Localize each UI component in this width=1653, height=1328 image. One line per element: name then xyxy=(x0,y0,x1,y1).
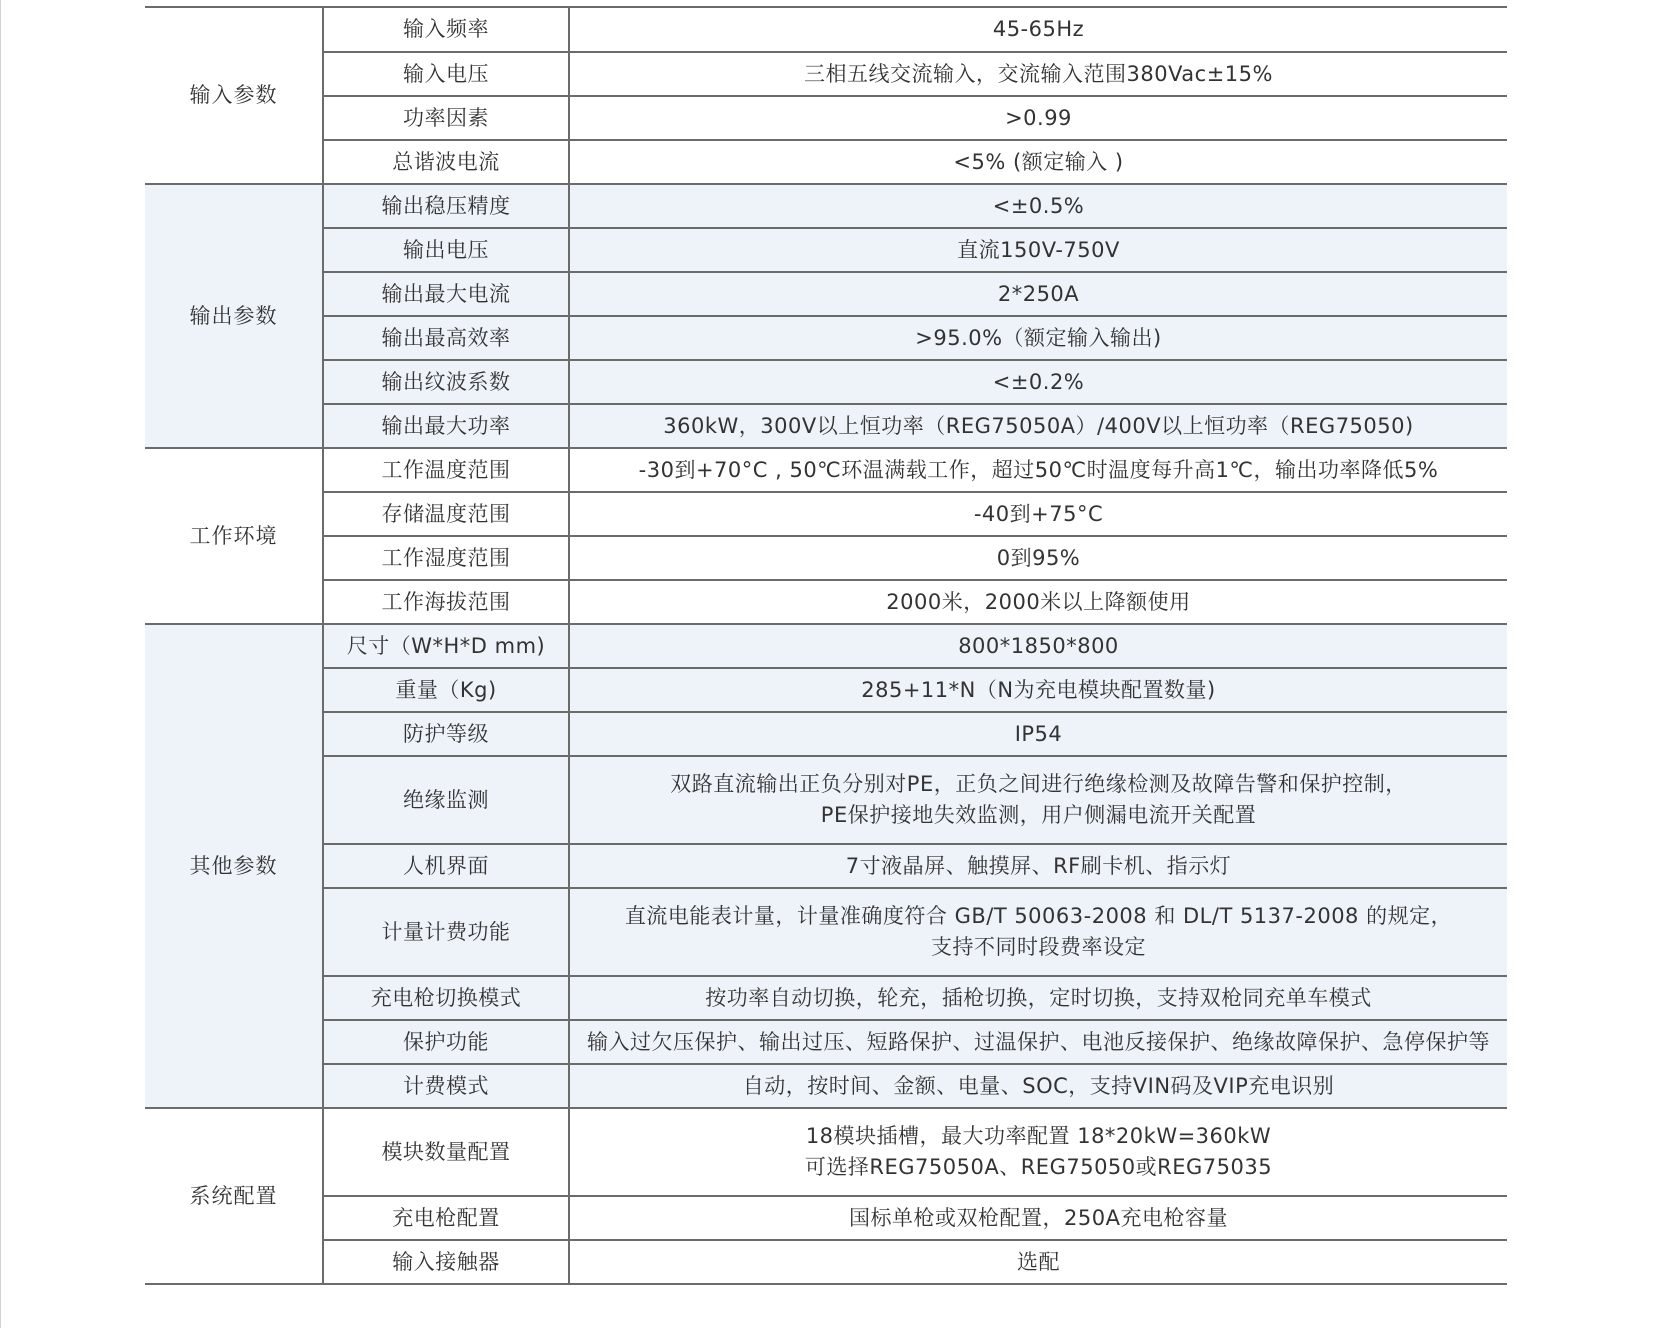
row-value: 7寸液晶屏、触摸屏、RF刷卡机、指示灯 xyxy=(569,844,1507,888)
row-value-line: 直流电能表计量，计量准确度符合 GB/T 50063-2008 和 DL/T 5137-2008 的规定， xyxy=(624,904,1453,928)
row-value: >0.99 xyxy=(569,96,1507,140)
row-value: 直流150V-750V xyxy=(569,228,1507,272)
row-value-line: 可选择REG75050A、REG75050或REG75035 xyxy=(804,1155,1273,1179)
table-row xyxy=(145,184,1507,228)
table-row xyxy=(145,668,1507,712)
table-row xyxy=(145,536,1507,580)
table-row xyxy=(145,1240,1507,1284)
row-value: 2000米，2000米以上降额使用 xyxy=(569,580,1507,624)
row-value: 360kW，300V以上恒功率（REG75050A）/400V以上恒功率（REG75050) xyxy=(569,404,1507,448)
table-row xyxy=(145,492,1507,536)
row-label: 输出最大电流 xyxy=(323,272,569,316)
table-row xyxy=(145,580,1507,624)
row-label: 尺寸（W*H*D mm) xyxy=(323,624,569,668)
row-value: 按功率自动切换，轮充，插枪切换，定时切换，支持双枪同充单车模式 xyxy=(569,976,1507,1020)
table-row xyxy=(145,404,1507,448)
row-label: 总谐波电流 xyxy=(323,140,569,184)
row-label: 输入频率 xyxy=(323,8,569,52)
row-value: 输入过欠压保护、输出过压、短路保护、过温保护、电池反接保护、绝缘故障保护、急停保护等 xyxy=(569,1020,1507,1064)
table-row xyxy=(145,316,1507,360)
table-row xyxy=(145,976,1507,1020)
row-value: 自动，按时间、金额、电量、SOC，支持VIN码及VIP充电识别 xyxy=(569,1064,1507,1108)
row-label: 防护等级 xyxy=(323,712,569,756)
row-value: 2*250A xyxy=(569,272,1507,316)
page-left-edge xyxy=(0,0,1,1328)
table-row xyxy=(145,228,1507,272)
row-value: <±0.2% xyxy=(569,360,1507,404)
row-value-line: 18模块插槽，最大功率配置 18*20kW=360kW xyxy=(805,1124,1272,1148)
row-label: 输入接触器 xyxy=(323,1240,569,1284)
row-value-multiline xyxy=(569,888,1507,976)
table-row xyxy=(145,844,1507,888)
table-row xyxy=(145,712,1507,756)
row-label: 输出稳压精度 xyxy=(323,184,569,228)
table-row xyxy=(145,888,1507,976)
row-value-line: PE保护接地失效监测，用户侧漏电流开关配置 xyxy=(820,803,1257,827)
row-label: 充电枪配置 xyxy=(323,1196,569,1240)
row-label: 绝缘监测 xyxy=(323,756,569,844)
row-value: <±0.5% xyxy=(569,184,1507,228)
row-value: 0到95% xyxy=(569,536,1507,580)
row-label: 模块数量配置 xyxy=(323,1108,569,1196)
row-label: 工作湿度范围 xyxy=(323,536,569,580)
row-value: 285+11*N（N为充电模块配置数量) xyxy=(569,668,1507,712)
row-label: 存储温度范围 xyxy=(323,492,569,536)
row-value: 45-65Hz xyxy=(569,8,1507,52)
table-row xyxy=(145,272,1507,316)
row-label: 输出电压 xyxy=(323,228,569,272)
row-label: 输出纹波系数 xyxy=(323,360,569,404)
group-label-other: 其他参数 xyxy=(145,624,323,1108)
table-row xyxy=(145,756,1507,844)
row-label: 输出最大功率 xyxy=(323,404,569,448)
table-row xyxy=(145,52,1507,96)
row-value: 国标单枪或双枪配置，250A充电枪容量 xyxy=(569,1196,1507,1240)
table-row xyxy=(145,1020,1507,1064)
row-value: -30到+70°C , 50℃环温满载工作，超过50℃时温度每升高1℃，输出功率降低5% xyxy=(569,448,1507,492)
group-label-environment: 工作环境 xyxy=(145,448,323,624)
row-value: IP54 xyxy=(569,712,1507,756)
table-row xyxy=(145,96,1507,140)
row-label: 计费模式 xyxy=(323,1064,569,1108)
row-value-multiline xyxy=(569,756,1507,844)
row-label: 输出最高效率 xyxy=(323,316,569,360)
table-row xyxy=(145,8,1507,52)
table-row xyxy=(145,1064,1507,1108)
table-row xyxy=(145,1108,1507,1196)
table-row xyxy=(145,624,1507,668)
table-row xyxy=(145,140,1507,184)
row-value: 选配 xyxy=(569,1240,1507,1284)
row-value: >95.0%（额定输入输出) xyxy=(569,316,1507,360)
row-label: 保护功能 xyxy=(323,1020,569,1064)
row-value: 800*1850*800 xyxy=(569,624,1507,668)
row-label: 充电枪切换模式 xyxy=(323,976,569,1020)
group-label-system: 系统配置 xyxy=(145,1108,323,1284)
table-row xyxy=(145,360,1507,404)
row-label: 工作海拔范围 xyxy=(323,580,569,624)
row-value-line: 双路直流输出正负分别对PE，正负之间进行绝缘检测及故障告警和保护控制， xyxy=(670,772,1407,796)
row-value-line: 支持不同时段费率设定 xyxy=(931,935,1146,959)
row-value: 三相五线交流输入，交流输入范围380Vac±15% xyxy=(569,52,1507,96)
row-label: 工作温度范围 xyxy=(323,448,569,492)
table-row xyxy=(145,448,1507,492)
row-label: 重量（Kg) xyxy=(323,668,569,712)
row-value: -40到+75°C xyxy=(569,492,1507,536)
row-label: 计量计费功能 xyxy=(323,888,569,976)
row-value-multiline xyxy=(569,1108,1507,1196)
spec-table xyxy=(145,8,1507,1285)
row-label: 功率因素 xyxy=(323,96,569,140)
row-value: <5% (额定输入 ) xyxy=(569,140,1507,184)
row-label: 人机界面 xyxy=(323,844,569,888)
table-row xyxy=(145,1196,1507,1240)
group-label-output: 输出参数 xyxy=(145,184,323,448)
row-label: 输入电压 xyxy=(323,52,569,96)
group-label-input: 输入参数 xyxy=(145,8,323,184)
